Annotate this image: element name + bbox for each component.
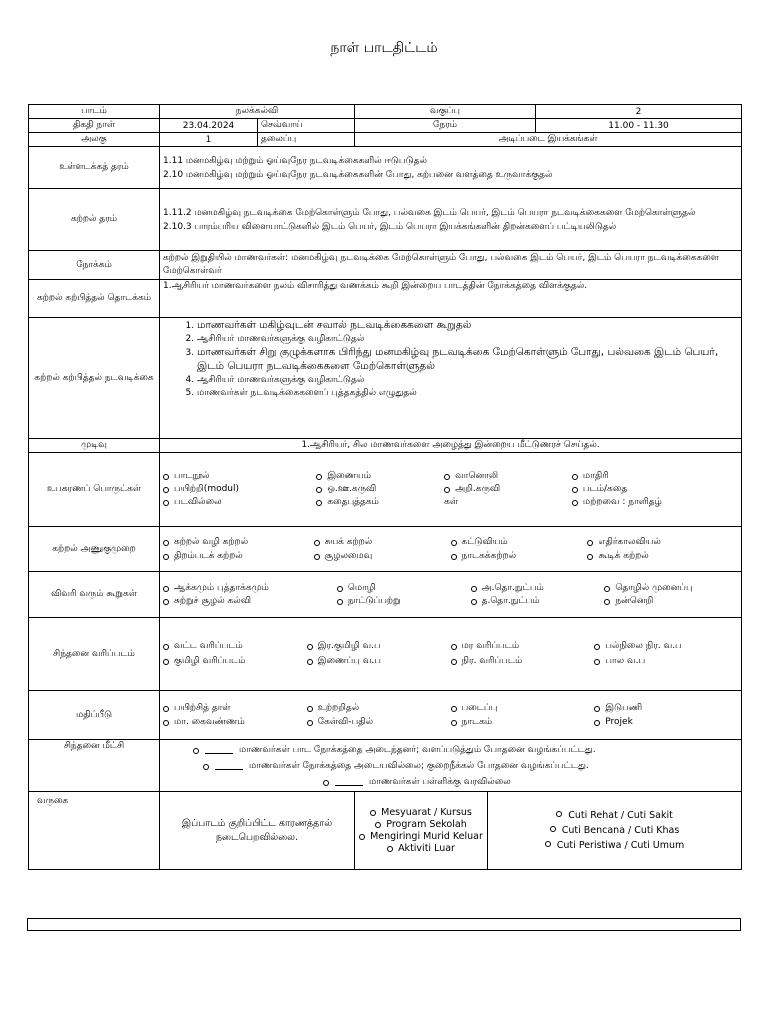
- thinking-row: [29, 618, 742, 691]
- material-option[interactable]: மற்றவை : நாளிதழ்: [572, 497, 738, 508]
- assessment-option[interactable]: நாடகம்: [451, 717, 595, 728]
- activity-item: 4. ஆசிரியர் மாணவர்களுக்கு வழிகாட்டுதல்: [197, 374, 738, 387]
- reason-option[interactable]: Cuti Bencana / Cuti Khas: [491, 823, 738, 838]
- class-label: வகுப்பு: [355, 105, 536, 119]
- radio-circle-icon: [163, 720, 169, 726]
- unit-row: [29, 133, 742, 147]
- radio-circle-icon: [359, 834, 365, 840]
- thinking-option[interactable]: பல்நிலை நிர. வ.ப: [594, 641, 738, 652]
- radio-circle-icon: [471, 599, 477, 605]
- approach-option[interactable]: கூடிக் கற்றல்: [587, 551, 738, 562]
- date-value: 23.04.2024: [160, 119, 258, 133]
- radio-circle-icon: [203, 764, 209, 770]
- materials-row: [29, 453, 742, 527]
- content-standard-row: [29, 147, 742, 189]
- activities-value: [160, 318, 742, 439]
- material-option[interactable]: பாடநூல்: [163, 471, 316, 482]
- thinking-option[interactable]: வட்ட வரிப்படம்: [163, 641, 307, 652]
- approach-option[interactable]: கட்டுவியம்: [451, 537, 588, 548]
- subject-row: [29, 105, 742, 119]
- elements-label: விவரி வரும் கூறுகள்: [29, 572, 160, 618]
- radio-circle-icon: [163, 706, 169, 712]
- approach-option[interactable]: சுயக் கற்றல்: [314, 537, 451, 548]
- reason-option[interactable]: Program Sekolah: [358, 819, 484, 831]
- assessment-row: [29, 691, 742, 740]
- date-row: [29, 119, 742, 133]
- material-option[interactable]: இணையம்: [316, 471, 444, 482]
- radio-circle-icon: [163, 474, 169, 480]
- material-option[interactable]: படம்/கதை: [572, 484, 738, 495]
- page-title: நாள் பாடதிட்டம்: [330, 40, 438, 56]
- material-option[interactable]: மாதிரி: [572, 471, 738, 482]
- lesson-plan-table: [28, 104, 742, 870]
- radio-circle-icon: [594, 644, 600, 650]
- reason-option[interactable]: Mesyuarat / Kursus: [358, 807, 484, 819]
- elements-options: [160, 572, 742, 618]
- radio-circle-icon: [572, 500, 578, 506]
- radio-circle-icon: [316, 487, 322, 493]
- learning-standard-row: [29, 189, 742, 251]
- radio-circle-icon: [307, 644, 313, 650]
- material-option[interactable]: அறி.கருவி: [444, 484, 572, 495]
- materials-options: [160, 453, 742, 527]
- thinking-option[interactable]: நிர. வரிப்படம்: [451, 656, 595, 667]
- radio-circle-icon: [163, 659, 169, 665]
- attendance-row: [29, 792, 742, 870]
- day-value: செவ்வாய்: [258, 119, 355, 133]
- approach-option[interactable]: எதிர்காலவியல்: [587, 537, 738, 548]
- radio-circle-icon: [572, 474, 578, 480]
- unit-label: அலகு: [29, 133, 160, 147]
- radio-circle-icon: [444, 474, 450, 480]
- radio-circle-icon: [387, 846, 393, 852]
- element-option[interactable]: ஆக்கமும் புத்தாக்கமும்: [163, 583, 337, 594]
- radio-circle-icon: [587, 554, 593, 560]
- approach-option[interactable]: நாடகக்கற்றல்: [451, 551, 588, 562]
- intro-value: 1.ஆசிரியர் மாணவர்களை நலம் விசாரித்து வணக்கம் கூறி இன்றைய பாடத்தின் நோக்கத்தை விளக்குதல்.: [160, 280, 742, 318]
- element-option[interactable]: சுற்றுச் சூழல் கல்வி: [163, 596, 337, 607]
- class-value: 2: [536, 105, 742, 119]
- reflection-option[interactable]: மாணவர்கள் பள்ளிக்கு வரவில்லை: [163, 774, 738, 790]
- attendance-note: இப்பாடம் குறிப்பிட்ட காரணத்தால் நடைபெறவில்லை.: [160, 792, 355, 870]
- radio-circle-icon: [572, 487, 578, 493]
- radio-circle-icon: [444, 487, 450, 493]
- thinking-option[interactable]: குமிழி வரிப்படம்: [163, 656, 307, 667]
- radio-circle-icon: [163, 487, 169, 493]
- element-option[interactable]: நன்னெறி: [604, 596, 738, 607]
- reason-option[interactable]: Cuti Rehat / Cuti Sakit: [491, 808, 738, 823]
- radio-circle-icon: [375, 822, 381, 828]
- date-label: திகதி நாள்: [29, 119, 160, 133]
- material-option[interactable]: ஒ.ஊ.கருவி: [316, 484, 444, 495]
- activities-row: [29, 318, 742, 439]
- radio-circle-icon: [451, 554, 457, 560]
- time-label: நேரம்: [355, 119, 536, 133]
- blank-line[interactable]: [205, 745, 233, 754]
- intro-row: [29, 280, 742, 318]
- intro-label: கற்றல் கற்பித்தல் தொடக்கம்: [29, 280, 160, 318]
- assessment-option[interactable]: மா. கைவண்ணம்: [163, 717, 307, 728]
- objective-row: [29, 251, 742, 280]
- thinking-options: [160, 618, 742, 691]
- learning-standard-line: 1.11.2 மனமகிழ்வு நடவடிக்கை மேற்கொள்ளும் போது, பல்வகை இடம் பெயர், இடம் பெயரா நடவடிக்கைகளை மேற்கொள்ளுதல்: [163, 207, 696, 218]
- closure-row: [29, 439, 742, 453]
- assessment-option[interactable]: Projek: [594, 717, 738, 728]
- activity-item: 5. மாணவர்கள் நடவடிக்கைகளைப் புத்தகத்தில் எழுதுதல்: [197, 387, 738, 400]
- activity-item: 3. மாணவர்கள் சிறு குழுக்களாக பிரிந்து மனமகிழ்வு நடவடிக்கை மேற்கொள்ளும் போது, பல்வகை இடம் பெயர், இடம் பெயரா நடவடிக்கைகளை மேற்கொள்ளுதல்: [197, 346, 738, 374]
- activity-item: 2. ஆசிரியர் மாணவர்களுக்கு வழிகாட்டுதல்: [197, 333, 738, 346]
- material-option: கள்: [444, 497, 459, 507]
- approach-option[interactable]: திறம்படக் கற்றல்: [163, 551, 314, 562]
- closure-value: 1.ஆசிரியர், சில மாணவர்களை அழைத்து இன்றைய மீட்டுணரச் செய்தல்.: [160, 439, 742, 453]
- assessment-option[interactable]: இடுபணி: [594, 703, 738, 714]
- objective-label: நோக்கம்: [29, 251, 160, 280]
- radio-circle-icon: [594, 706, 600, 712]
- subject-label: பாடம்: [29, 105, 160, 119]
- radio-circle-icon: [323, 780, 329, 786]
- learning-standard-label: கற்றல் தரம்: [29, 189, 160, 251]
- radio-circle-icon: [604, 599, 610, 605]
- thinking-option[interactable]: இர.குமிழி வ.ப: [307, 641, 451, 652]
- radio-circle-icon: [587, 540, 593, 546]
- reflection-row: [29, 740, 742, 792]
- radio-circle-icon: [163, 540, 169, 546]
- reason-option[interactable]: Cuti Peristiwa / Cuti Umum: [491, 838, 738, 853]
- radio-circle-icon: [545, 841, 551, 847]
- thinking-option[interactable]: பால வ.ப: [594, 656, 738, 667]
- radio-circle-icon: [451, 644, 457, 650]
- approach-options: [160, 527, 742, 572]
- radio-circle-icon: [451, 720, 457, 726]
- element-option[interactable]: மொழி: [337, 583, 471, 594]
- assessment-option[interactable]: உற்றறிதல்: [307, 703, 451, 714]
- attendance-reasons-right: [488, 792, 742, 870]
- approach-option[interactable]: சூழலமைவு: [314, 551, 451, 562]
- content-standard-line: 2.10 மனமகிழ்வு மற்றும் ஓய்வுநேர நடவடிக்கைகளின் போது, கற்பனை வளத்தை உருவாக்குதல்: [163, 169, 553, 180]
- learning-standard-line: 2.10.3 பாரம்பரிய விளையாட்டுகளில் இடம் பெயர், இடம் பெயரா இயக்கங்களின் திறன்களைப் பட்டியலிடுதல்: [163, 221, 617, 232]
- radio-circle-icon: [337, 599, 343, 605]
- reflection-options: [160, 740, 742, 792]
- radio-circle-icon: [193, 748, 199, 754]
- material-option[interactable]: பயிற்றி(modul): [163, 484, 316, 495]
- content-standard-value: [160, 147, 742, 189]
- topic-label: தலைப்பு: [258, 133, 355, 147]
- objective-text: மனமகிழ்வு நடவடிக்கை மேற்கொள்ளும் போது, பல்வகை இடம் பெயர், இடம் பெயரா நடவடிக்கைகளை மேற்கொள்வர்: [163, 253, 719, 276]
- approach-row: [29, 527, 742, 572]
- reflection-option[interactable]: மாணவர்கள் பாட நோக்கத்தை அடைந்தனர்; வளப்படுத்தும் போதனை வழங்கப்பட்டது.: [163, 742, 738, 758]
- material-option[interactable]: கதைபுத்தகம்: [316, 497, 444, 508]
- attendance-label: வருகை: [29, 792, 160, 870]
- radio-circle-icon: [314, 540, 320, 546]
- radio-circle-icon: [314, 554, 320, 560]
- closure-label: முடிவு: [29, 439, 160, 453]
- reason-option[interactable]: Aktiviti Luar: [358, 843, 484, 855]
- blank-line[interactable]: [215, 761, 243, 770]
- radio-circle-icon: [451, 540, 457, 546]
- radio-circle-icon: [163, 586, 169, 592]
- assessment-label: மதிப்பீடு: [29, 691, 160, 740]
- radio-circle-icon: [163, 644, 169, 650]
- radio-circle-icon: [594, 659, 600, 665]
- radio-circle-icon: [163, 554, 169, 560]
- element-option[interactable]: நாட்டுப்பற்று: [337, 596, 471, 607]
- activities-label: கற்றல் கற்பித்தல் நடவடிக்கை: [29, 318, 160, 439]
- element-option[interactable]: அ.தொ.நுட்பம்: [471, 583, 605, 594]
- blank-line[interactable]: [335, 777, 363, 786]
- bottom-empty-box: [27, 918, 741, 931]
- reflection-option[interactable]: மாணவர்கள் நோக்கத்தை அடையவில்லை; குறைநீக்கல் போதனை வழங்கப்பட்டது.: [163, 758, 738, 774]
- assessment-options: [160, 691, 742, 740]
- reflection-label: சிந்தனை மீட்சி: [29, 740, 160, 792]
- assessment-option[interactable]: கேள்வி-பதில்: [307, 717, 451, 728]
- radio-circle-icon: [316, 500, 322, 506]
- radio-circle-icon: [163, 500, 169, 506]
- thinking-option[interactable]: இணைப்பு வ.ப: [307, 656, 451, 667]
- radio-circle-icon: [451, 706, 457, 712]
- thinking-label: சிந்தனை வரிப்படம்: [29, 618, 160, 691]
- element-option[interactable]: தொழில் முனைப்பு: [604, 583, 738, 594]
- objective-prefix: கற்றல் இறுதியில் மாணவர்கள்:: [163, 253, 289, 263]
- elements-row: [29, 572, 742, 618]
- content-standard-line: 1.11 மனமகிழ்வு மற்றும் ஓய்வுநேர நடவடிக்கைகளில் ஈடுபடுதல்: [163, 155, 427, 166]
- element-option[interactable]: த.தொ.நுட்பம்: [471, 596, 605, 607]
- radio-circle-icon: [556, 811, 562, 817]
- thinking-option[interactable]: மர வரிப்படம்: [451, 641, 595, 652]
- radio-circle-icon: [337, 586, 343, 592]
- radio-circle-icon: [316, 474, 322, 480]
- radio-circle-icon: [550, 826, 556, 832]
- assessment-option[interactable]: பயிற்சித் தாள்: [163, 703, 307, 714]
- reason-option[interactable]: Mengiringi Murid Keluar: [358, 831, 484, 843]
- radio-circle-icon: [307, 659, 313, 665]
- approach-option[interactable]: கற்றல் வழி கற்றல்: [163, 537, 314, 548]
- assessment-option[interactable]: படைப்பு: [451, 703, 595, 714]
- radio-circle-icon: [307, 720, 313, 726]
- radio-circle-icon: [604, 586, 610, 592]
- radio-circle-icon: [307, 706, 313, 712]
- radio-circle-icon: [451, 659, 457, 665]
- radio-circle-icon: [163, 599, 169, 605]
- subject-value: நலக்கல்வி: [160, 105, 355, 119]
- material-option[interactable]: படவில்லை: [163, 497, 316, 508]
- approach-label: கற்றல் அணுகுமுறை: [29, 527, 160, 572]
- topic-value: அடிப்படை இயக்கங்கள்: [355, 133, 742, 147]
- radio-circle-icon: [370, 810, 376, 816]
- radio-circle-icon: [594, 720, 600, 726]
- attendance-reasons-left: [355, 792, 488, 870]
- materials-label: உபகரணப் பொருட்கள்: [29, 453, 160, 527]
- learning-standard-value: [160, 189, 742, 251]
- time-value: 11.00 - 11.30: [536, 119, 742, 133]
- activity-item: 1. மாணவர்கள் மகிழ்வுடன் சவால் நடவடிக்கைகளை கூறுதல்: [197, 319, 738, 333]
- content-standard-label: உள்ளடக்கத் தரம்: [29, 147, 160, 189]
- material-option[interactable]: வானொலி: [444, 471, 572, 482]
- radio-circle-icon: [471, 586, 477, 592]
- objective-value: [160, 251, 742, 280]
- unit-value: 1: [160, 133, 258, 147]
